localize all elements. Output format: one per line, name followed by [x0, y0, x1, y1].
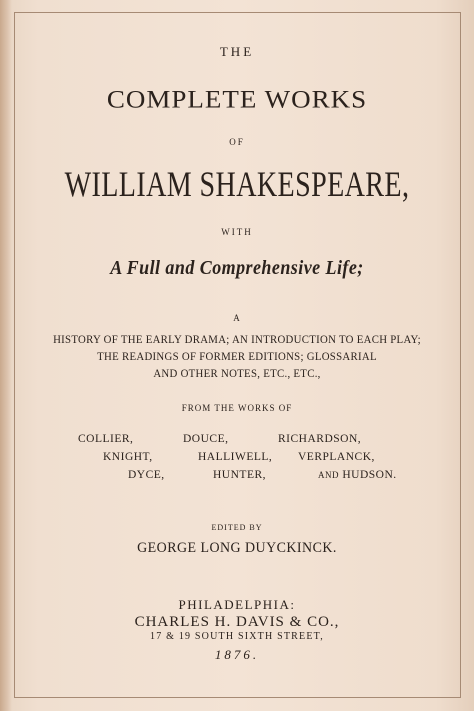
source-name: COLLIER, — [78, 433, 134, 445]
publication-place: PHILADELPHIA: — [178, 597, 296, 612]
and-word: AND — [318, 470, 339, 480]
source-name: VERPLANCK, — [298, 451, 375, 463]
title-with: WITH — [221, 227, 253, 237]
publisher-address: 17 & 19 SOUTH SIXTH STREET, — [150, 631, 324, 642]
source-name: RICHARDSON, — [278, 433, 362, 445]
title-the: THE — [219, 44, 255, 59]
source-name-last — [318, 470, 397, 482]
title-complete-works: COMPLETE WORKS — [106, 85, 368, 113]
source-name: DOUCE, — [183, 433, 229, 445]
source-name: HALLIWELL, — [198, 451, 273, 463]
title-of: OF — [229, 137, 245, 147]
source-name: KNIGHT, — [103, 451, 153, 463]
publisher-name: CHARLES H. DAVIS & CO., — [134, 614, 340, 630]
description-line: AND OTHER NOTES, ETC., ETC., — [153, 368, 321, 380]
source-name: HUDSON. — [342, 469, 397, 481]
life-blackletter-line: A Full and Comprehensive Life; — [110, 257, 364, 279]
source-name: DYCE, — [128, 469, 165, 481]
publication-year: 1876. — [214, 647, 260, 662]
source-name: HUNTER, — [213, 469, 267, 481]
description-line: HISTORY OF THE EARLY DRAMA; AN INTRODUCTION TO EACH PLAY; — [53, 334, 421, 346]
author-name: WILLIAM SHAKESPEARE, — [64, 164, 410, 204]
editor-name: GEORGE LONG DUYCKINCK. — [137, 540, 337, 556]
edited-by: EDITED BY — [211, 523, 263, 532]
from-works-of: FROM THE WORKS OF — [181, 403, 293, 413]
description-line: THE READINGS OF FORMER EDITIONS; GLOSSARIAL — [97, 351, 377, 363]
article-a: A — [233, 313, 241, 323]
